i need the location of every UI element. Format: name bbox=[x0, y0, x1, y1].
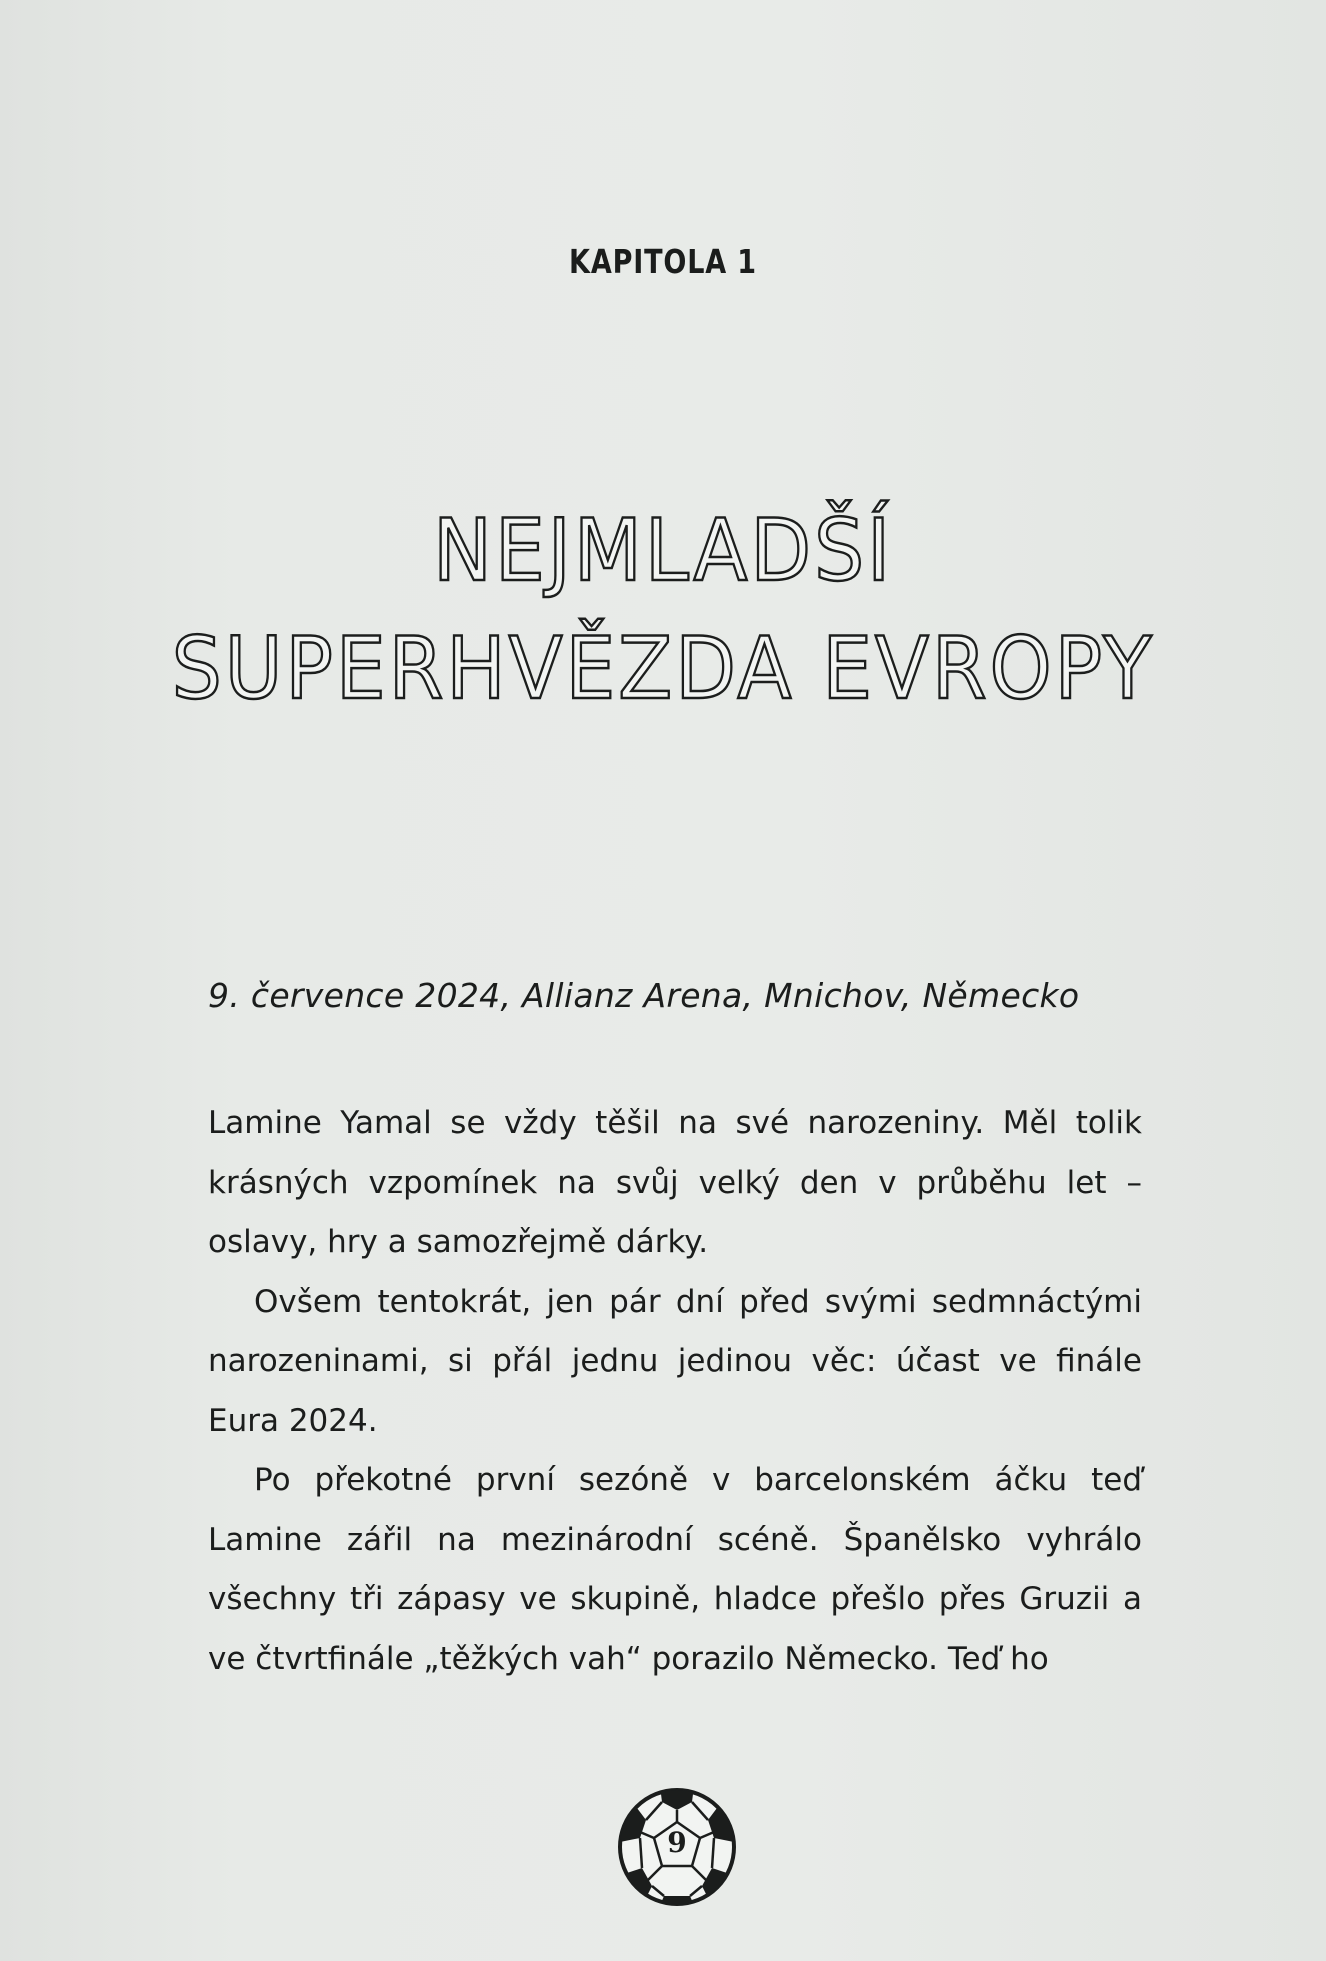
body-text bbox=[208, 1094, 1142, 1689]
paragraph-3: Po překotné první sezóně v barcelonském áčku teď Lamine zářil na mezinárodní scéně. Španělsko vyhrálo všechny tři zápasy ve skupině, hladce přešlo přes Gruzii a ve čtvrtfinále „těžkých vah“ porazilo Německo. Teď ho bbox=[208, 1462, 1142, 1677]
chapter-label: KAPITOLA 1 bbox=[569, 242, 757, 281]
chapter-title-line-1: NEJMLADŠÍ bbox=[432, 501, 894, 601]
chapter-title-line-2: SUPERHVĚZDA EVROPY bbox=[171, 619, 1155, 719]
page-number: 9 bbox=[667, 1826, 687, 1859]
paragraph-1: Lamine Yamal se vždy těšil na své narozeniny. Měl tolik krásných vzpomínek na svůj velký den v průběhu let – oslavy, hry a samozřejmě dárky. bbox=[208, 1105, 1142, 1260]
paragraph-2: Ovšem tentokrát, jen pár dní před svými sedmnáctými narozeninami, si přál jednu jedinou věc: účast ve finále Eura 2024. bbox=[208, 1283, 1142, 1439]
dateline: 9. července 2024, Allianz Arena, Mnichov, Německo bbox=[208, 976, 1080, 1015]
